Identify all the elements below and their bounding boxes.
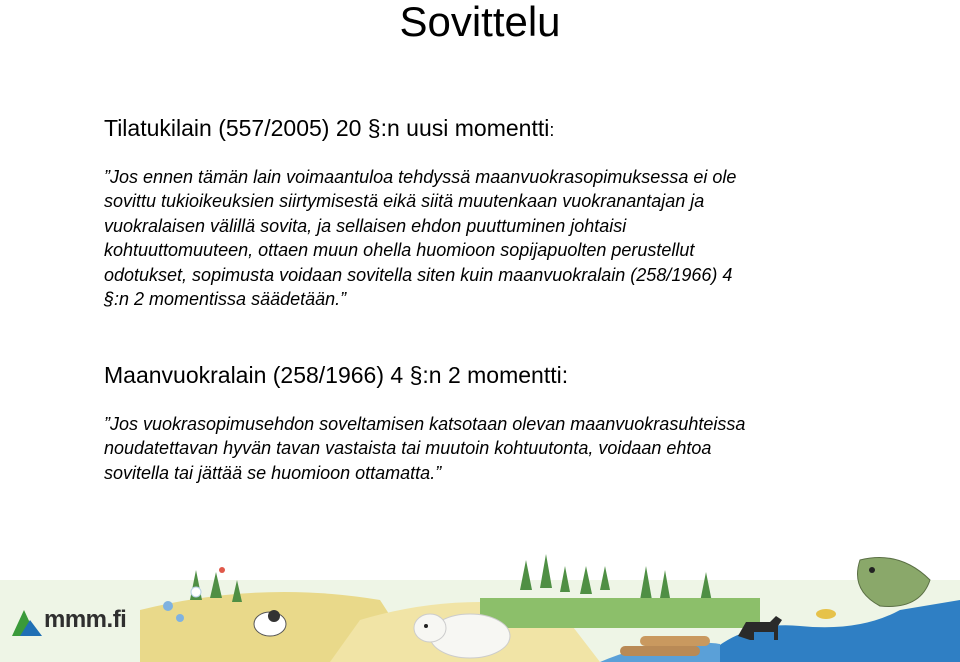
quote-line: ”Jos vuokrasopimusehdon soveltamisen katsotaan olevan maanvuokrasuhteissa (104, 414, 746, 434)
section2-heading: Maanvuokralain (258/1966) 4 §:n 2 momentti: (104, 362, 569, 388)
section1-quote (104, 165, 736, 311)
quote-line: odotukset, sopimusta voidaan sovitella siten kuin maanvuokralain (258/1966) 4 (104, 264, 733, 285)
section2-quote (104, 412, 745, 485)
landscape-banner (0, 540, 960, 662)
logo-text: mmm.fi (44, 606, 127, 633)
section1-heading (104, 114, 554, 144)
quote-line: sovittu tukioikeuksien siirtymisestä eikä siitä muutenkaan vuokranantajan ja (104, 191, 705, 212)
quote-line: kohtuuttomuuteen, ottaen muun ohella huomioon sopijapuolten perustellut (104, 240, 695, 261)
section1-heading-colon: : (549, 120, 555, 140)
slide-title: Sovittelu (399, 0, 561, 45)
section1-heading-text: Tilatukilain (557/2005) 20 §:n uusi momentti (104, 115, 550, 141)
quote-line: ”Jos ennen tämän lain voimaantuloa tehdyssä maanvuokrasopimuksessa ei ole (104, 167, 737, 187)
quote-line: noudatettavan hyvän tavan vastaista tai muutoin kohtuutonta, voidaan ehtoa (104, 438, 712, 459)
quote-line: sovitella tai jättää se huomioon ottamatta.” (104, 462, 442, 483)
quote-line: vuokralaisen välillä sovita, ja sellaisen ehdon puuttuminen johtaisi (104, 215, 627, 236)
quote-line: §:n 2 momentissa säädetään.” (104, 289, 347, 310)
